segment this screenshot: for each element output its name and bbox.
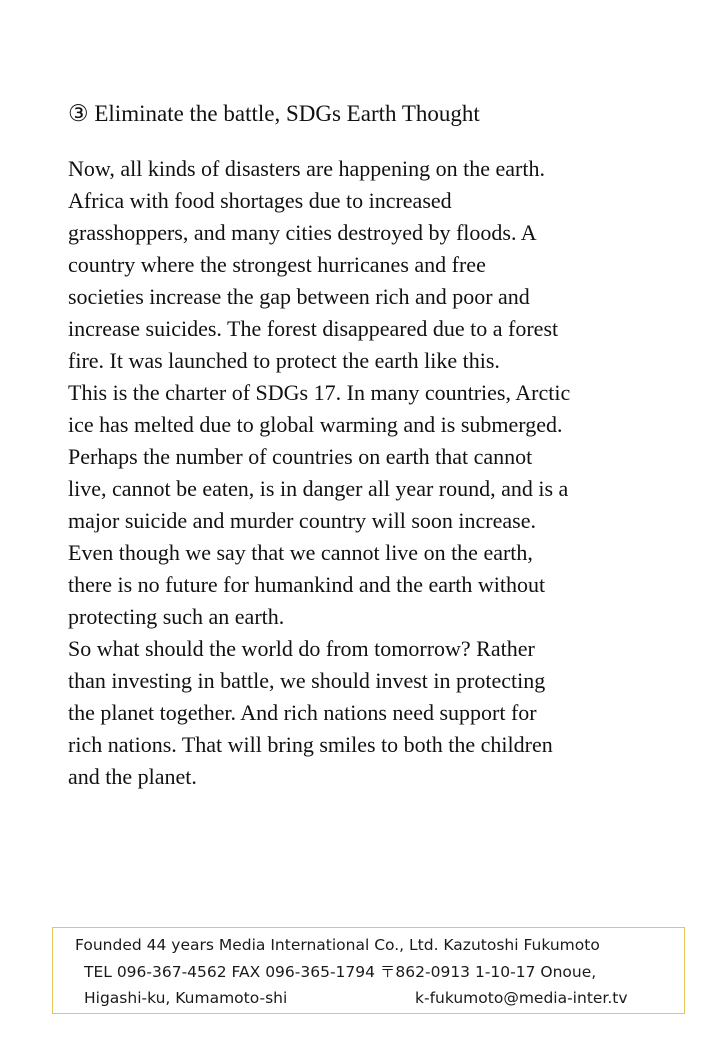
body-line: country where the strongest hurricanes and free [68, 252, 486, 277]
body-line: rich nations. That will bring smiles to both the children [68, 732, 553, 757]
body-line: Perhaps the number of countries on earth that cannot [68, 444, 533, 469]
body-line: This is the charter of SDGs 17. In many countries, Arctic [68, 380, 571, 405]
footer-address-city: Higashi-ku, Kumamoto-shi [84, 989, 288, 1007]
body-line: and the planet. [68, 764, 197, 789]
body-line: societies increase the gap between rich and poor and [68, 284, 530, 309]
body-line: fire. It was launched to protect the earth like this. [68, 348, 500, 373]
footer-email: k-fukumoto@media-inter.tv [415, 989, 628, 1007]
footer-phone-address-line: TEL 096-367-4562 FAX 096-365-1794 〒862-0913 1-10-17 Onoue, [84, 963, 597, 981]
body-line: increase suicides. The forest disappeared due to a forest [68, 316, 559, 341]
body-line: live, cannot be eaten, is in danger all year round, and is a [68, 476, 569, 501]
footer-company-line: Founded 44 years Media International Co., Ltd. Kazutoshi Fukumoto [75, 936, 600, 954]
document-body [68, 153, 688, 793]
body-line: grasshoppers, and many cities destroyed by floods. A [68, 220, 537, 245]
body-line: Even though we say that we cannot live on the earth, [68, 540, 533, 565]
contact-footer [52, 927, 685, 1014]
body-line: protecting such an earth. [68, 604, 285, 629]
body-line: than investing in battle, we should invest in protecting [68, 668, 546, 693]
body-line: there is no future for humankind and the earth without [68, 572, 546, 597]
body-line: Africa with food shortages due to increased [68, 188, 452, 213]
body-line: the planet together. And rich nations need support for [68, 700, 537, 725]
body-line: major suicide and murder country will soon increase. [68, 508, 536, 533]
body-line: So what should the world do from tomorrow? Rather [68, 636, 535, 661]
body-line: Now, all kinds of disasters are happening on the earth. [68, 156, 545, 181]
document-heading: ③ Eliminate the battle, SDGs Earth Thought [68, 101, 480, 126]
body-line: ice has melted due to global warming and is submerged. [68, 412, 563, 437]
